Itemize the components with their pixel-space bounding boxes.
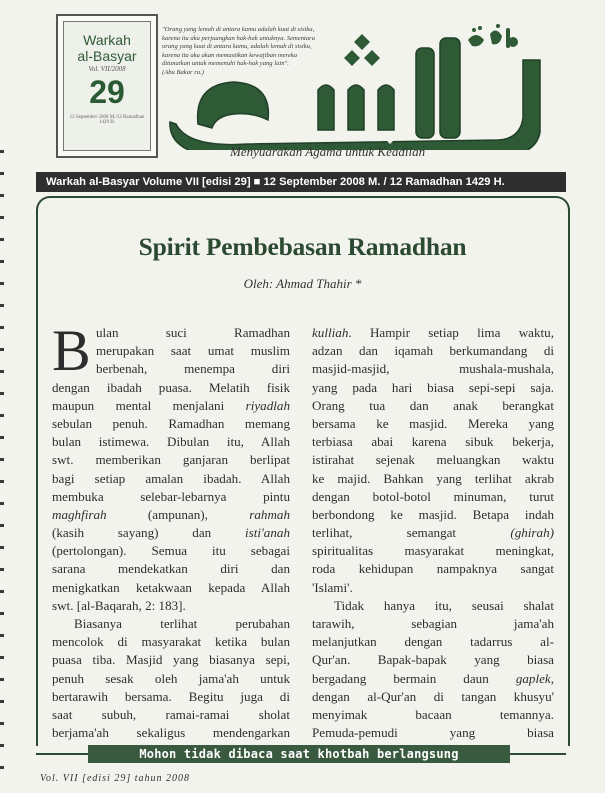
text-line: Qur'an. Bapak-bapak yang biasa (312, 652, 554, 668)
text-line: merupakan saat umat muslim (96, 343, 290, 359)
quote-line: "Orang yang lemah di antara kamu adalah kuat di sisiku, (162, 26, 315, 33)
binding-dot (0, 700, 4, 703)
text-line: kulliah. Hampir setiap lima waktu, (312, 325, 554, 340)
text-line: terlihat, semangat (ghirah) (312, 525, 554, 541)
article-left-column (52, 318, 290, 742)
binding-dot (0, 216, 4, 219)
binding-dot (0, 480, 4, 483)
badge-volume: Vol. VII/2008 (88, 65, 126, 73)
text-line: Pemuda-pemudi yang biasa (312, 725, 554, 741)
article-title: Spirit Pembebasan Ramadhan (138, 232, 467, 261)
text-line: tarawih, sebagian jama'ah (312, 616, 554, 631)
badge-name-line2: al-Basyar (77, 48, 137, 64)
footer-banner-text: Mohon tidak dibaca saat khotbah berlangsung (88, 745, 510, 763)
text-line: masjid-masjid, mushala-mushala, (312, 361, 554, 377)
quote-line: karena itu aku akan memastikan kewajiban mereka (162, 51, 298, 59)
binding-dot (0, 348, 4, 351)
text-line: penuh sesak oleh jama'ah untuk (52, 670, 290, 686)
text-line: dengan botol-botol minuman, turut (312, 488, 554, 504)
binding-dot (0, 194, 4, 197)
binding-dot (0, 436, 4, 439)
masthead-calligraphy-icon (168, 20, 568, 150)
badge-dates: 12 September 2008 M./12 Ramadhan 1429 H. (69, 115, 145, 125)
text-line: puasa tiba. Masjid yang biasanya sepi, (52, 652, 290, 668)
binding-dot (0, 326, 4, 329)
text-line: istirahat sejenak meluangkan waktu (312, 452, 554, 468)
text-line: maupun mental menjalani riyadlah (52, 397, 290, 413)
text-line: ulan suci Ramadhan (96, 325, 290, 340)
binding-dot (0, 414, 4, 417)
binding-dot (0, 656, 4, 659)
binding-dot (0, 568, 4, 571)
binding-dot (0, 744, 4, 747)
binding-dot (0, 722, 4, 725)
quote-line: karena itu aku perjuangkan hak-hak untuknya. Sementara (162, 34, 316, 42)
binding-dot (0, 590, 4, 593)
text-line: spiritualitas masyarakat meningkat, (312, 543, 554, 559)
text-line: Orang tua dan anak berangkat (312, 397, 554, 413)
badge-issue-number: 29 (89, 74, 125, 110)
footer-banner (36, 745, 566, 763)
text-line: bulan istimewa. Dibulan itu, Allah (52, 434, 290, 450)
text-line: swt. [al-Baqarah, 2: 183]. (52, 597, 186, 613)
issue-badge (56, 14, 158, 158)
text-line: berbondong ke masjid. Betapa indah (312, 506, 554, 522)
text-line: swt. memberikan ganjaran berlipat (52, 452, 290, 468)
text-line: menigkatkan ketakwaan kepada Allah (52, 579, 290, 595)
binding-dot (0, 612, 4, 615)
text-line: sebulan penuh. Ramadhan memang (52, 415, 290, 431)
text-line: Tidak hanya itu, seusai shalat (334, 597, 554, 613)
badge-name-line1: Warkah (83, 32, 131, 48)
binding-dot (0, 634, 4, 637)
footer-volume: Vol. VII [edisi 29] tahun 2008 (40, 773, 190, 784)
binding-dot (0, 502, 4, 505)
binding-dot (0, 370, 4, 373)
text-line: bersama ke masjid. Mereka yang (312, 415, 554, 431)
binding-dot (0, 172, 4, 175)
text-line: melanjutkan dengan tadarrus al- (312, 634, 554, 650)
binding-dot (0, 678, 4, 681)
text-line: dengan al-Qur'an di tangan khusyu' (312, 688, 554, 704)
text-line: menyimak bacaan temannya. (312, 706, 554, 722)
binding-dot (0, 524, 4, 527)
article-byline: Oleh: Ahmad Thahir * (243, 276, 362, 291)
text-line: 'Islami'. (312, 579, 353, 595)
text-line: (pertolongan). Semua itu sebagai (52, 543, 290, 559)
binding-dot (0, 392, 4, 395)
binding-dot (0, 150, 4, 153)
tagline: Menyuarakan Agama untuk Keadilan (230, 144, 426, 159)
text-line: terbiasa abai karena sibuk bekerja, (312, 434, 554, 450)
drop-cap: B (52, 318, 91, 383)
text-line: bertarawih bersama. Begitu juga di (52, 688, 290, 704)
text-line: membuka selebar-lebarnya pintu (52, 488, 290, 504)
text-line: Biasanya terlihat perubahan (74, 616, 290, 631)
text-line: berjama'ah sekaligus mendengarkan (52, 725, 290, 741)
masthead-logo (168, 20, 568, 150)
text-line: (kasih sayang) dan isti'anah (52, 525, 290, 541)
article-right-column (312, 324, 554, 742)
quote-line: orang yang kuat di antara kamu, adalah lemah di sisiku, (162, 43, 312, 51)
binding-dot (0, 458, 4, 461)
issue-info-bar (36, 172, 566, 192)
text-line: maghfirah (ampunan), rahmah (52, 506, 290, 522)
text-line: bergadang bermain daun gaplek, (312, 670, 554, 686)
text-line: adzan dan iqamah berkumandang di (312, 343, 554, 359)
text-line: berbenah, menempa diri (96, 361, 290, 377)
text-line: ke majid. Bahkan yang terlihat akrab (312, 470, 554, 486)
quote-line: ditunaikan untuk memenuhi hak-hak yang lain". (162, 60, 289, 68)
text-line: sarana mendekatkan diri dan (52, 561, 290, 577)
text-line: mencolok di masyarakat ketika bulan (52, 634, 290, 650)
text-line: dengan ibadah puasa. Melatih fisik (52, 379, 290, 395)
binding-dot (0, 546, 4, 549)
text-line: roda kehidupan nampaknya sangat (312, 561, 554, 577)
text-line: yang pada hari biasa sepi-sepi saja. (312, 379, 554, 395)
text-line: bagi setiap amalan ibadah. Allah (52, 470, 290, 486)
text-line: saat subuh, ramai-ramai sholat (52, 706, 290, 722)
quote-line: (Abu Bakar ra.) (162, 68, 204, 76)
binding-holes (0, 0, 4, 793)
binding-dot (0, 304, 4, 307)
issue-info-text: Warkah al-Basyar Volume VII [edisi 29] ■ 12 September 2008 M. / 12 Ramadhan 1429 H. (46, 176, 505, 188)
binding-dot (0, 766, 4, 769)
